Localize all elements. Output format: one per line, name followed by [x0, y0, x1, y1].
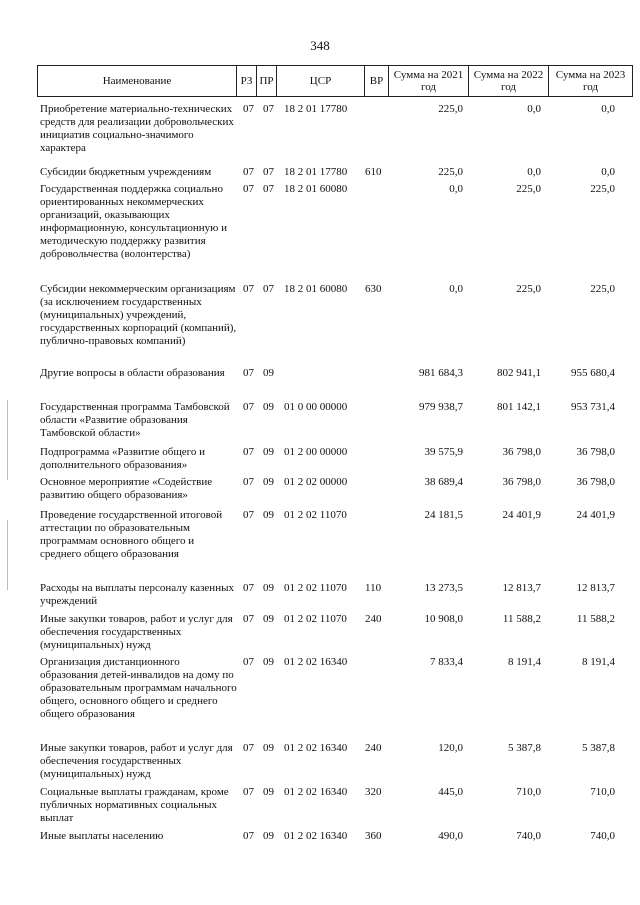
- row-vr: 240: [365, 742, 382, 754]
- row-name: Субсидии бюджетным учреждениям: [40, 166, 212, 178]
- header-sum-2023: Сумма на 2023 год: [548, 66, 632, 96]
- row-sum-2021: 445,0: [438, 786, 463, 798]
- row-sum-2023: 36 798,0: [576, 446, 615, 458]
- row-sum-2022: 0,0: [527, 103, 541, 115]
- row-name: Другие вопросы в области образования: [40, 367, 225, 379]
- scan-edge-mark: [7, 520, 8, 590]
- row-csr: 01 2 02 00000: [284, 476, 348, 488]
- row-pr: 09: [263, 582, 274, 594]
- row-rz: 07: [243, 446, 254, 458]
- row-rz: 07: [243, 283, 254, 295]
- row-sum-2022: 0,0: [527, 166, 541, 178]
- row-rz: 07: [243, 830, 254, 842]
- row-sum-2021: 13 273,5: [424, 582, 463, 594]
- row-sum-2022: 5 387,8: [508, 742, 541, 754]
- row-vr: 320: [365, 786, 382, 798]
- row-csr: 01 2 02 11070: [284, 582, 347, 594]
- row-sum-2022: 12 813,7: [502, 582, 541, 594]
- row-pr: 09: [263, 613, 274, 625]
- row-rz: 07: [243, 166, 254, 178]
- row-csr: 18 2 01 60080: [284, 183, 348, 195]
- row-pr: 09: [263, 742, 274, 754]
- row-rz: 07: [243, 582, 254, 594]
- row-csr: 18 2 01 17780: [284, 166, 348, 178]
- row-sum-2023: 740,0: [590, 830, 615, 842]
- row-csr: 01 2 00 00000: [284, 446, 348, 458]
- table-header: [37, 65, 633, 97]
- scan-edge-mark: [7, 400, 8, 480]
- row-sum-2023: 710,0: [590, 786, 615, 798]
- row-sum-2023: 0,0: [601, 103, 615, 115]
- row-vr: 360: [365, 830, 382, 842]
- row-rz: 07: [243, 476, 254, 488]
- row-name: Иные выплаты населению: [40, 830, 164, 842]
- row-sum-2023: 5 387,8: [582, 742, 615, 754]
- row-name: Государственная программа Тамбовской области «Развитие образования Тамбовской области»: [40, 401, 230, 439]
- row-name: Иные закупки товаров, работ и услуг для обеспечения государственных (муниципальных) нужд: [40, 613, 233, 651]
- row-name: Иные закупки товаров, работ и услуг для обеспечения государственных (муниципальных) нужд: [40, 742, 233, 780]
- row-pr: 09: [263, 656, 274, 668]
- row-sum-2022: 36 798,0: [502, 446, 541, 458]
- header-pr: ПР: [256, 66, 276, 96]
- row-csr: 01 2 02 11070: [284, 613, 347, 625]
- row-sum-2023: 953 731,4: [571, 401, 615, 413]
- row-rz: 07: [243, 656, 254, 668]
- row-rz: 07: [243, 103, 254, 115]
- header-csr: ЦСР: [276, 66, 364, 96]
- row-name: Основное мероприятие «Содействие развитию общего образования»: [40, 476, 213, 501]
- row-sum-2021: 7 833,4: [430, 656, 463, 668]
- row-sum-2022: 225,0: [516, 283, 541, 295]
- row-rz: 07: [243, 786, 254, 798]
- page-number: 348: [310, 38, 330, 53]
- row-name: Приобретение материально-технических средств для реализации добровольческих инициатив социально-значимого характера: [40, 103, 234, 154]
- row-pr: 09: [263, 509, 274, 521]
- row-pr: 07: [263, 166, 274, 178]
- row-sum-2022: 740,0: [516, 830, 541, 842]
- header-vr: ВР: [364, 66, 388, 96]
- row-pr: 07: [263, 283, 274, 295]
- row-sum-2021: 0,0: [449, 183, 463, 195]
- row-name: Субсидии некоммерческим организациям (за исключением государственных (муниципальных) учреждений, государственных корпораций (компаний), публично-правовых компаний): [40, 283, 237, 347]
- row-sum-2023: 11 588,2: [576, 613, 615, 625]
- row-sum-2021: 120,0: [438, 742, 463, 754]
- row-sum-2022: 8 191,4: [508, 656, 541, 668]
- row-sum-2023: 0,0: [601, 166, 615, 178]
- row-pr: 09: [263, 367, 274, 379]
- row-sum-2022: 801 142,1: [497, 401, 541, 413]
- row-sum-2023: 8 191,4: [582, 656, 615, 668]
- row-csr: 01 0 00 00000: [284, 401, 348, 413]
- row-vr: 610: [365, 166, 382, 178]
- row-name: Подпрограмма «Развитие общего и дополнительного образования»: [40, 446, 206, 471]
- row-csr: 01 2 02 16340: [284, 742, 348, 754]
- row-sum-2022: 710,0: [516, 786, 541, 798]
- row-pr: 07: [263, 183, 274, 195]
- row-pr: 09: [263, 446, 274, 458]
- row-sum-2022: 36 798,0: [502, 476, 541, 488]
- row-vr: 630: [365, 283, 382, 295]
- row-csr: 01 2 02 16340: [284, 786, 348, 798]
- row-csr: 01 2 02 16340: [284, 656, 348, 668]
- row-sum-2022: 802 941,1: [497, 367, 541, 379]
- row-name: Государственная поддержка социально ориентированных некоммерческих организаций, оказывающих информационную, консультационную и методическую поддержку развития добровольчества (волонтерства): [40, 183, 228, 260]
- row-sum-2021: 981 684,3: [419, 367, 463, 379]
- header-name: Наименование: [102, 75, 172, 87]
- row-sum-2021: 225,0: [438, 103, 463, 115]
- row-csr: 18 2 01 17780: [284, 103, 348, 115]
- row-pr: 07: [263, 103, 274, 115]
- row-rz: 07: [243, 401, 254, 413]
- row-csr: 01 2 02 16340: [284, 830, 348, 842]
- row-csr: 01 2 02 11070: [284, 509, 347, 521]
- row-sum-2021: 10 908,0: [424, 613, 463, 625]
- row-sum-2021: 38 689,4: [424, 476, 463, 488]
- row-vr: 110: [365, 582, 382, 594]
- header-sum-2022: Сумма на 2022 год: [468, 66, 548, 96]
- row-pr: 09: [263, 401, 274, 413]
- row-rz: 07: [243, 367, 254, 379]
- row-name: Социальные выплаты гражданам, кроме публичных нормативных социальных выплат: [40, 786, 229, 824]
- row-vr: 240: [365, 613, 382, 625]
- row-pr: 09: [263, 476, 274, 488]
- row-rz: 07: [243, 509, 254, 521]
- row-sum-2021: 490,0: [438, 830, 463, 842]
- row-sum-2021: 24 181,5: [424, 509, 463, 521]
- row-rz: 07: [243, 742, 254, 754]
- row-sum-2021: 225,0: [438, 166, 463, 178]
- row-csr: 18 2 01 60080: [284, 283, 348, 295]
- row-sum-2021: 0,0: [449, 283, 463, 295]
- row-rz: 07: [243, 613, 254, 625]
- header-sum-2021: Сумма на 2021 год: [388, 66, 468, 96]
- row-sum-2023: 24 401,9: [576, 509, 615, 521]
- row-sum-2022: 24 401,9: [502, 509, 541, 521]
- row-name: Проведение государственной итоговой аттестации по образовательным программам основного общего и среднего общего образования: [40, 509, 223, 560]
- row-pr: 09: [263, 786, 274, 798]
- row-sum-2021: 979 938,7: [419, 401, 463, 413]
- row-sum-2023: 225,0: [590, 183, 615, 195]
- row-sum-2022: 225,0: [516, 183, 541, 195]
- header-rz: РЗ: [236, 66, 256, 96]
- row-sum-2023: 225,0: [590, 283, 615, 295]
- row-rz: 07: [243, 183, 254, 195]
- row-sum-2021: 39 575,9: [424, 446, 463, 458]
- row-sum-2022: 11 588,2: [502, 613, 541, 625]
- row-sum-2023: 36 798,0: [576, 476, 615, 488]
- row-sum-2023: 12 813,7: [576, 582, 615, 594]
- row-sum-2023: 955 680,4: [571, 367, 615, 379]
- row-name: Организация дистанционного образования детей-инвалидов на дому по образовательным программам начального общего, основного общего и среднего общего образования: [40, 656, 237, 720]
- row-name: Расходы на выплаты персоналу казенных учреждений: [40, 582, 234, 607]
- row-pr: 09: [263, 830, 274, 842]
